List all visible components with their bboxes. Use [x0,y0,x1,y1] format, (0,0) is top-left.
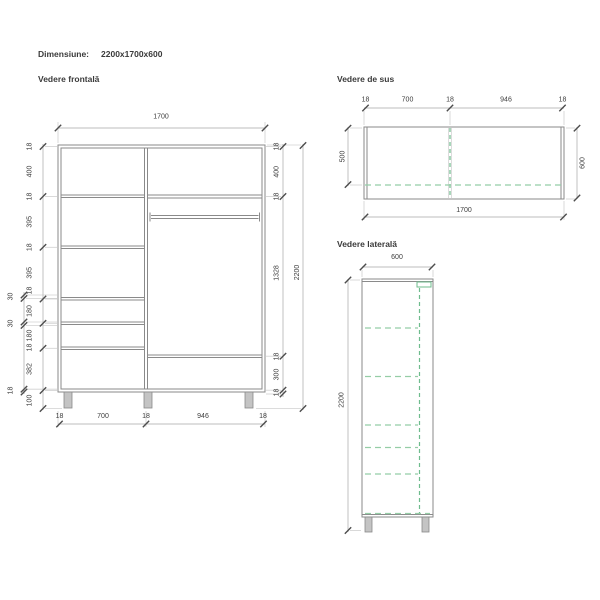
dimension-label: 300 [273,368,281,381]
dimension-label: 500 [339,150,347,163]
dimension-label: 1328 [273,265,281,281]
dimension-label: 946 [500,96,512,104]
dimension-label: 1700 [456,207,472,214]
dimension-label: 18 [26,243,34,252]
dimension-label: 30 [7,292,15,301]
dimension-label: 400 [26,165,34,178]
dimension-label: 180 [26,305,34,317]
dimension-label: 600 [391,254,403,261]
leg [144,392,152,408]
dimension-label: 400 [273,165,281,178]
dimension-label: 946 [197,413,209,420]
dimension-label: 382 [26,363,34,375]
dimension-label: 18 [26,192,34,201]
dimension-label: 30 [7,319,15,328]
panel-outline [362,279,433,517]
dimension-label: 18 [7,386,15,395]
dimension-label: 18 [142,413,150,420]
dimension-value: 2200x1700x600 [101,49,163,59]
leg [422,517,429,532]
dimension-label: 18 [26,286,34,295]
dimension-label: 395 [26,266,34,279]
panel-outline [61,148,262,389]
dimension-label: 18 [361,96,370,104]
dimension-label: 100 [26,394,34,407]
dimension-label: 180 [26,329,34,342]
dimension-label: 18 [273,352,281,361]
dimension-label: 18 [558,96,567,104]
front-view-title: Vedere frontală [38,74,100,84]
dimension-label: 600 [579,157,587,169]
dimension-label: 18 [273,142,281,151]
dimension-label: 18 [259,413,267,420]
dimension-label: 18 [26,142,34,151]
side-view-title: Vedere laterală [337,239,398,249]
dimension-label: 18 [446,96,454,104]
dimension-label: 18 [55,413,64,420]
dimension-label: 18 [26,343,34,352]
dimension-label: 2200 [294,264,301,281]
leg [245,392,253,408]
dimension-label: 18 [273,192,281,201]
leg [64,392,72,408]
dimension-label: 700 [401,96,414,104]
dimension-label: 1700 [153,113,169,121]
dimension-label: 18 [273,388,281,397]
dimension-label: 395 [26,215,34,228]
leg [365,517,372,532]
panel-outline [364,127,564,199]
green-detail [417,282,431,287]
dimension-label: 700 [97,413,109,420]
dimension-label: 2200 [338,392,346,408]
top-view-title: Vedere de sus [337,74,395,84]
dimension-label: Dimensiune: [38,49,90,59]
